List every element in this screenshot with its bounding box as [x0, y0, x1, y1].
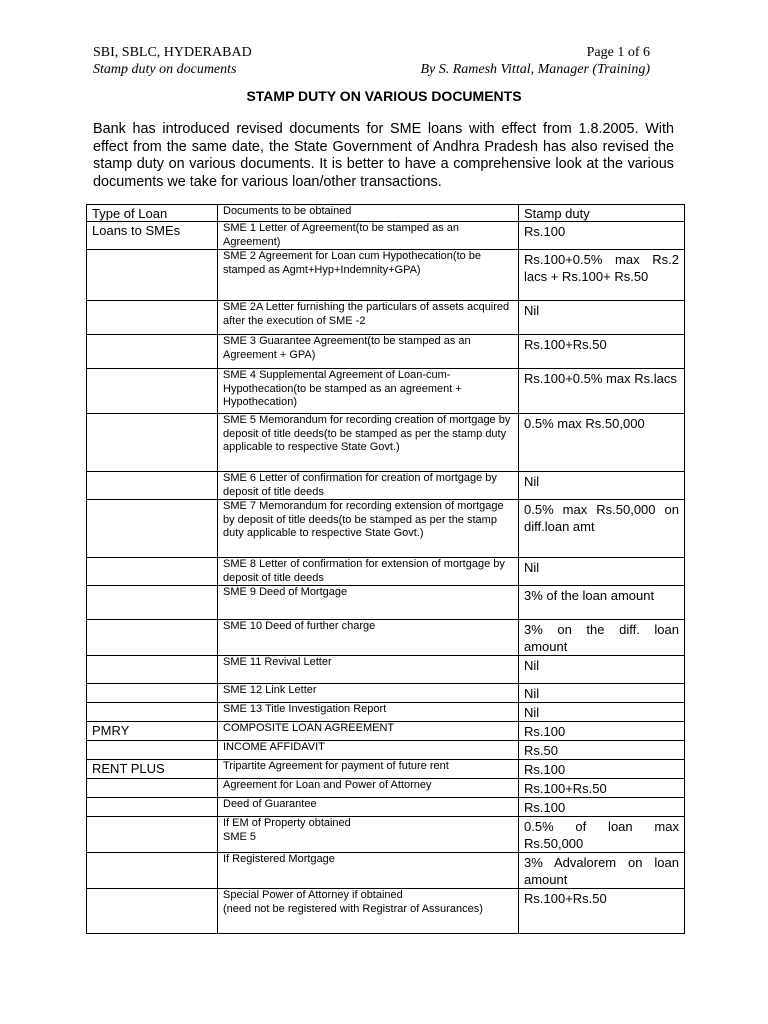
- header-cell-docs: [218, 205, 519, 222]
- loan-type-cell: [87, 222, 218, 250]
- document-cell-text: SME 8 Letter of confirmation for extension of mortgage by deposit of title deeds: [223, 558, 505, 584]
- loan-type-cell: [87, 741, 218, 760]
- document-cell: [218, 472, 519, 500]
- document-cell-text: If EM of Property obtained SME 5: [223, 817, 351, 843]
- document-cell: [218, 301, 519, 335]
- loan-type-cell: [87, 472, 218, 500]
- stamp-duty-cell: [519, 798, 685, 817]
- stamp-duty-cell-text: Nil: [524, 303, 540, 318]
- document-cell: [218, 222, 519, 250]
- loan-type-cell: [87, 703, 218, 722]
- table-row: [87, 250, 685, 301]
- table-row: [87, 798, 685, 817]
- document-cell-text: SME 12 Link Letter: [223, 684, 317, 696]
- stamp-duty-cell: [519, 500, 685, 558]
- stamp-duty-cell: [519, 656, 685, 684]
- stamp-duty-cell-text: Rs.100: [524, 724, 566, 739]
- loan-type-cell: [87, 684, 218, 703]
- stamp-duty-cell-text: Nil: [524, 705, 540, 720]
- intro-paragraph: Bank has introduced revised documents for SME loans with effect from 1.8.2005. With effect from the same date, the State Government of Andhra Pradesh has also revised the stamp duty on various documents. It is better to have a comprehensive look at the various documents we take for various loan/other transactions.: [93, 121, 674, 190]
- loan-type-cell: [87, 414, 218, 472]
- stamp-duty-cell: [519, 741, 685, 760]
- document-cell: [218, 586, 519, 620]
- table-row: [87, 301, 685, 335]
- loan-type-cell: [87, 620, 218, 656]
- document-cell-text: SME 9 Deed of Mortgage: [223, 586, 348, 598]
- loan-type-cell-text: [92, 779, 212, 780]
- table-row: [87, 684, 685, 703]
- stamp-duty-cell: [519, 586, 685, 620]
- document-cell-text: If Registered Mortgage: [223, 853, 335, 865]
- table-row: [87, 722, 685, 741]
- loan-type-cell: [87, 853, 218, 889]
- loan-type-cell-text: [92, 684, 212, 685]
- loan-type-cell-text: [92, 500, 212, 501]
- table-row: [87, 853, 685, 889]
- stamp-duty-cell-text: 3% Advalorem on loan amount: [524, 855, 679, 887]
- loan-type-cell: [87, 722, 218, 741]
- page-title: STAMP DUTY ON VARIOUS DOCUMENTS: [246, 88, 522, 104]
- table-row: [87, 558, 685, 586]
- stamp-duty-cell-text: 0.5% max Rs.50,000 on diff.loan amt: [524, 502, 679, 534]
- stamp-duty-cell-text: 0.5% of loan max Rs.50,000: [524, 819, 679, 851]
- stamp-duty-cell: [519, 760, 685, 779]
- stamp-duty-cell-text: Rs.50: [524, 743, 558, 758]
- table-row: [87, 335, 685, 369]
- header-subtitle: Stamp duty on documents: [93, 62, 237, 77]
- stamp-duty-cell: [519, 620, 685, 656]
- header-docs-label: Documents to be obtained: [223, 205, 352, 217]
- loan-type-cell-text: PMRY: [92, 723, 130, 738]
- loan-type-cell: [87, 250, 218, 301]
- table-row: [87, 760, 685, 779]
- document-cell: [218, 760, 519, 779]
- table-row: [87, 889, 685, 934]
- document-cell-text: Agreement for Loan and Power of Attorney: [223, 779, 432, 791]
- stamp-duty-cell: [519, 558, 685, 586]
- table-row: [87, 500, 685, 558]
- loan-type-cell-text: [92, 817, 212, 818]
- document-cell-text: SME 7 Memorandum for recording extension of mortgage by deposit of title deeds(to be stamped as per the stamp duty applicable to respective State Govt.): [223, 500, 504, 539]
- document-cell-text: SME 5 Memorandum for recording creation of mortgage by deposit of title deeds(to be stamped as per the stamp duty applicable to respective State Govt.): [223, 414, 511, 453]
- stamp-duty-cell-text: 3% of the loan amount: [524, 588, 655, 603]
- stamp-duty-cell-text: Rs.100+Rs.50: [524, 781, 607, 796]
- loan-type-cell-text: [92, 586, 212, 587]
- stamp-duty-cell-text: Rs.100: [524, 762, 566, 777]
- stamp-duty-cell-text: 3% on the diff. loan amount: [524, 622, 679, 654]
- document-cell-text: SME 3 Guarantee Agreement(to be stamped as an Agreement + GPA): [223, 335, 471, 361]
- stamp-duty-cell-text: Nil: [524, 658, 540, 673]
- loan-type-cell: [87, 779, 218, 798]
- loan-type-cell: [87, 301, 218, 335]
- document-cell: [218, 817, 519, 853]
- stamp-duty-cell-text: Rs.100: [524, 224, 566, 239]
- loan-type-cell: [87, 335, 218, 369]
- document-cell-text: SME 2A Letter furnishing the particulars of assets acquired after the execution of SME -2: [223, 301, 510, 327]
- table-row: [87, 472, 685, 500]
- table-row: [87, 703, 685, 722]
- stamp-duty-cell-text: Nil: [524, 560, 540, 575]
- header-cell-type: [87, 205, 218, 222]
- loan-type-cell-text: [92, 703, 212, 704]
- stamp-duty-cell: [519, 369, 685, 414]
- document-cell-text: SME 10 Deed of further charge: [223, 620, 376, 632]
- header-duty-label: Stamp duty: [524, 206, 590, 221]
- loan-type-cell-text: [92, 620, 212, 621]
- loan-type-cell-text: [92, 889, 212, 890]
- stamp-duty-cell-text: Nil: [524, 686, 540, 701]
- document-cell-text: Special Power of Attorney if obtained (need not be registered with Registrar of Assurances): [223, 889, 483, 915]
- table-row: [87, 656, 685, 684]
- document-cell: [218, 703, 519, 722]
- stamp-duty-cell-text: 0.5% max Rs.50,000: [524, 416, 645, 431]
- document-cell: [218, 620, 519, 656]
- loan-type-cell: [87, 817, 218, 853]
- loan-type-cell-text: [92, 558, 212, 559]
- loan-type-cell: [87, 586, 218, 620]
- stamp-duty-cell: [519, 722, 685, 741]
- table-row: [87, 620, 685, 656]
- loan-type-cell-text: Loans to SMEs: [92, 223, 181, 238]
- document-cell-text: INCOME AFFIDAVIT: [223, 741, 325, 753]
- table-header-row: [87, 205, 685, 222]
- stamp-duty-cell: [519, 414, 685, 472]
- loan-type-cell-text: [92, 414, 212, 415]
- stamp-duty-cell: [519, 250, 685, 301]
- stamp-duty-cell: [519, 703, 685, 722]
- document-cell: [218, 779, 519, 798]
- loan-type-cell-text: RENT PLUS: [92, 761, 165, 776]
- table-row: [87, 586, 685, 620]
- document-cell-text: SME 2 Agreement for Loan cum Hypothecation(to be stamped as Agmt+Hyp+Indemnity+GPA): [223, 250, 482, 276]
- table-row: [87, 222, 685, 250]
- document-cell: [218, 250, 519, 301]
- loan-type-cell: [87, 500, 218, 558]
- document-cell-text: SME 11 Revival Letter: [223, 656, 332, 668]
- loan-type-cell-text: [92, 853, 212, 854]
- table-body: [87, 205, 685, 934]
- table-row: [87, 414, 685, 472]
- header-type-label: Type of Loan: [92, 206, 168, 221]
- document-cell: [218, 889, 519, 934]
- stamp-duty-cell-text: Rs.100+Rs.50: [524, 337, 607, 352]
- stamp-duty-cell-text: Nil: [524, 474, 540, 489]
- document-cell: [218, 500, 519, 558]
- loan-type-cell-text: [92, 472, 212, 473]
- loan-type-cell-text: [92, 301, 212, 302]
- loan-type-cell: [87, 369, 218, 414]
- loan-type-cell: [87, 656, 218, 684]
- stamp-duty-cell-text: Rs.100: [524, 800, 566, 815]
- document-cell: [218, 656, 519, 684]
- stamp-duty-cell-text: Rs.100+0.5% max Rs.2 lacs + Rs.100+ Rs.50: [524, 252, 679, 284]
- document-cell-text: COMPOSITE LOAN AGREEMENT: [223, 722, 395, 734]
- document-cell-text: SME 4 Supplemental Agreement of Loan-cum-Hypothecation(to be stamped as an agreement + Hypothecation): [223, 369, 462, 408]
- stamp-duty-cell: [519, 684, 685, 703]
- stamp-duty-cell: [519, 335, 685, 369]
- header-cell-duty: [519, 205, 685, 222]
- document-cell-text: SME 1 Letter of Agreement(to be stamped as an Agreement): [223, 222, 460, 248]
- stamp-duty-cell-text: Rs.100+Rs.50: [524, 891, 607, 906]
- table-row: [87, 817, 685, 853]
- document-cell-text: Tripartite Agreement for payment of future rent: [223, 760, 449, 772]
- document-cell: [218, 722, 519, 741]
- loan-type-cell-text: [92, 335, 212, 336]
- document-cell-text: SME 6 Letter of confirmation for creation of mortgage by deposit of title deeds: [223, 472, 497, 498]
- loan-type-cell-text: [92, 656, 212, 657]
- document-cell: [218, 369, 519, 414]
- stamp-duty-cell: [519, 472, 685, 500]
- loan-type-cell-text: [92, 798, 212, 799]
- stamp-duty-table: [86, 204, 685, 934]
- loan-type-cell-text: [92, 369, 212, 370]
- stamp-duty-cell: [519, 853, 685, 889]
- document-cell: [218, 741, 519, 760]
- document-cell-text: Deed of Guarantee: [223, 798, 317, 810]
- document-cell: [218, 853, 519, 889]
- document-cell: [218, 335, 519, 369]
- stamp-duty-cell: [519, 779, 685, 798]
- document-cell: [218, 684, 519, 703]
- loan-type-cell-text: [92, 741, 212, 742]
- document-cell: [218, 558, 519, 586]
- stamp-duty-cell: [519, 817, 685, 853]
- loan-type-cell: [87, 760, 218, 779]
- stamp-duty-cell: [519, 301, 685, 335]
- stamp-duty-cell: [519, 222, 685, 250]
- table-row: [87, 369, 685, 414]
- header-page-number: Page 1 of 6: [586, 45, 650, 60]
- table-row: [87, 779, 685, 798]
- loan-type-cell: [87, 889, 218, 934]
- loan-type-cell: [87, 798, 218, 817]
- document-cell: [218, 798, 519, 817]
- stamp-duty-cell-text: Rs.100+0.5% max Rs.lacs: [524, 371, 677, 386]
- document-cell: [218, 414, 519, 472]
- table-row: [87, 741, 685, 760]
- header-author: By S. Ramesh Vittal, Manager (Training): [420, 62, 650, 77]
- loan-type-cell: [87, 558, 218, 586]
- loan-type-cell-text: [92, 250, 212, 251]
- stamp-duty-cell: [519, 889, 685, 934]
- document-cell-text: SME 13 Title Investigation Report: [223, 703, 387, 715]
- header-org: SBI, SBLC, HYDERABAD: [93, 45, 252, 60]
